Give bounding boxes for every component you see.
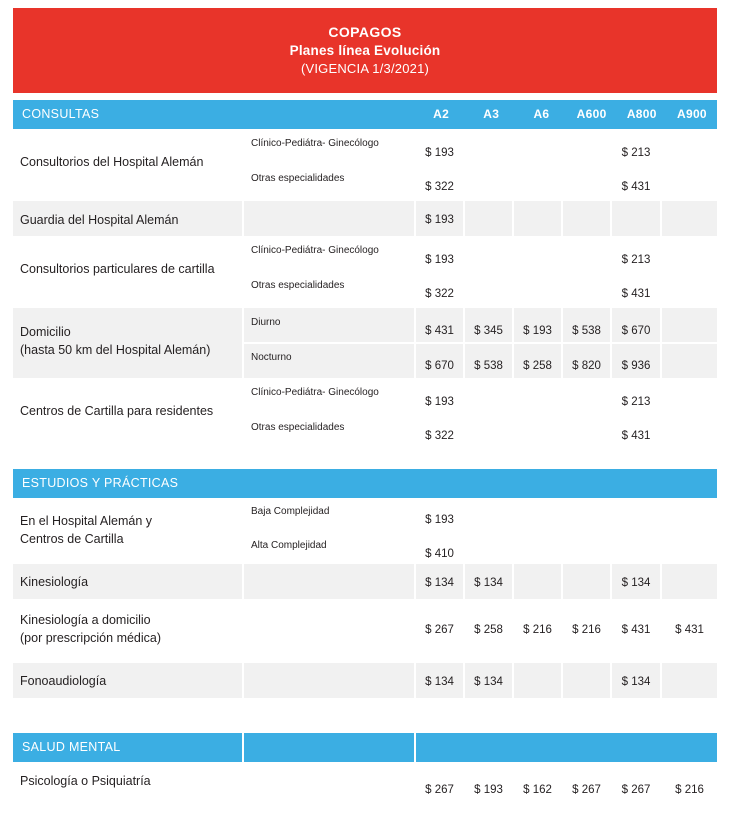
price-a2: $ 193 bbox=[425, 147, 454, 159]
price-cell-bg bbox=[514, 663, 561, 698]
row-label-line: (hasta 50 km del Hospital Alemán) bbox=[20, 343, 211, 358]
row-subcell-bg bbox=[244, 564, 414, 599]
row-label bbox=[20, 153, 242, 171]
row-label bbox=[20, 211, 242, 229]
row-label-line: Kinesiología a domicilio bbox=[20, 613, 151, 627]
price-cell-bg bbox=[662, 564, 717, 599]
price-cell-bg bbox=[514, 201, 561, 236]
header-band-segment bbox=[416, 733, 717, 762]
price-cell-bg bbox=[662, 344, 717, 378]
price-cell-bg bbox=[563, 201, 610, 236]
plan-column-header-a800: A800 bbox=[626, 107, 657, 121]
row-label-line: Psicología o Psiquiatría bbox=[20, 774, 151, 788]
price-a6: $ 162 bbox=[523, 784, 552, 796]
price-a800: $ 431 bbox=[621, 181, 651, 193]
plan-column-headers bbox=[416, 100, 717, 129]
price-a2: $ 322 bbox=[425, 430, 454, 442]
price-a2: $ 193 bbox=[425, 514, 454, 526]
row-sublabel: Clínico-Pediátra- Ginecólogo bbox=[251, 245, 379, 256]
title-banner bbox=[13, 8, 717, 93]
row-sublabel: Clínico-Pediátra- Ginecólogo bbox=[251, 387, 379, 398]
price-cell-bg bbox=[465, 201, 512, 236]
row-label bbox=[20, 260, 242, 278]
row-label-line: Domicilio bbox=[20, 325, 71, 339]
row-subcell-bg bbox=[244, 201, 414, 236]
table-row bbox=[13, 236, 717, 308]
price-a800: $ 213 bbox=[621, 147, 651, 159]
table-row bbox=[13, 564, 717, 599]
banner-subtitle: Planes línea Evolución bbox=[289, 43, 441, 59]
banner-title: COPAGOS bbox=[328, 24, 402, 41]
price-a3: $ 345 bbox=[474, 325, 503, 337]
price-a2: $ 267 bbox=[425, 784, 454, 796]
row-label-line: Consultorios del Hospital Alemán bbox=[20, 155, 204, 169]
section-header bbox=[13, 733, 717, 762]
price-a2: $ 193 bbox=[425, 396, 454, 408]
banner-validity: (VIGENCIA 1/3/2021) bbox=[300, 61, 430, 77]
row-label-line: Consultorios particulares de cartilla bbox=[20, 262, 215, 276]
table-row bbox=[13, 308, 717, 378]
section-header bbox=[13, 100, 717, 129]
section-estudios-y-pr-cticas bbox=[13, 469, 717, 698]
price-a2: $ 322 bbox=[425, 181, 454, 193]
price-a6: $ 193 bbox=[523, 325, 552, 337]
price-a600: $ 267 bbox=[572, 784, 601, 796]
header-band-segment bbox=[244, 733, 414, 762]
row-label bbox=[20, 402, 242, 420]
price-a3: $ 134 bbox=[474, 577, 503, 589]
price-a900: $ 216 bbox=[675, 784, 704, 796]
row-label-line: Centros de Cartilla bbox=[20, 532, 124, 547]
table-row bbox=[13, 378, 717, 450]
price-a800: $ 267 bbox=[621, 784, 651, 796]
price-a2: $ 431 bbox=[425, 325, 454, 337]
plan-column-header-a900: A900 bbox=[677, 107, 707, 121]
row-label bbox=[20, 323, 242, 359]
price-a2: $ 134 bbox=[425, 577, 454, 589]
price-a3: $ 134 bbox=[474, 676, 503, 688]
price-a2: $ 193 bbox=[425, 214, 454, 226]
section-header bbox=[13, 469, 717, 498]
price-cell-bg bbox=[662, 308, 717, 342]
row-label-line: Guardia del Hospital Alemán bbox=[20, 213, 179, 227]
row-label-line: Fonoaudiología bbox=[20, 674, 107, 688]
row-sublabel: Diurno bbox=[251, 317, 281, 328]
table-row bbox=[13, 663, 717, 698]
price-a3: $ 538 bbox=[474, 360, 503, 372]
price-a600: $ 216 bbox=[572, 624, 601, 636]
price-cell-bg bbox=[514, 564, 561, 599]
section-title: CONSULTAS bbox=[22, 107, 100, 121]
table-row bbox=[13, 498, 717, 564]
price-a800: $ 936 bbox=[621, 360, 651, 372]
row-label bbox=[20, 611, 242, 647]
price-a600: $ 538 bbox=[572, 325, 601, 337]
price-cell-bg bbox=[612, 201, 660, 236]
price-a800: $ 670 bbox=[621, 325, 651, 337]
plan-column-header-a600: A600 bbox=[576, 107, 607, 121]
price-cell-bg bbox=[563, 564, 610, 599]
row-sublabel: Baja Complejidad bbox=[251, 506, 330, 517]
row-label-line: (por prescripción médica) bbox=[20, 631, 162, 646]
price-a2: $ 410 bbox=[425, 548, 454, 560]
row-sublabel: Alta Complejidad bbox=[251, 540, 327, 551]
table-row bbox=[13, 129, 717, 201]
plan-column-header-a2: A2 bbox=[433, 107, 450, 121]
row-label bbox=[20, 512, 242, 548]
row-sublabel: Otras especialidades bbox=[251, 173, 345, 184]
table-row bbox=[13, 201, 717, 236]
price-a2: $ 322 bbox=[425, 288, 454, 300]
price-a800: $ 431 bbox=[621, 430, 651, 442]
row-label bbox=[20, 573, 242, 591]
price-a2: $ 267 bbox=[425, 624, 454, 636]
price-a2: $ 670 bbox=[425, 360, 454, 372]
price-cell-bg bbox=[563, 663, 610, 698]
price-cell-bg bbox=[662, 201, 717, 236]
price-a600: $ 820 bbox=[572, 360, 601, 372]
table-row bbox=[13, 762, 717, 814]
price-a3: $ 258 bbox=[474, 624, 503, 636]
plan-column-header-a3: A3 bbox=[483, 107, 500, 121]
plan-column-header-a6: A6 bbox=[533, 107, 550, 121]
section-title: ESTUDIOS Y PRÁCTICAS bbox=[22, 476, 179, 490]
price-a800: $ 431 bbox=[621, 624, 651, 636]
price-a800: $ 213 bbox=[621, 254, 651, 266]
row-label-line: Kinesiología bbox=[20, 575, 89, 589]
row-sublabel: Otras especialidades bbox=[251, 422, 345, 433]
price-a2: $ 134 bbox=[425, 676, 454, 688]
price-a900: $ 431 bbox=[675, 624, 704, 636]
price-a800: $ 134 bbox=[621, 676, 651, 688]
row-sublabel: Clínico-Pediátra- Ginecólogo bbox=[251, 138, 379, 149]
price-a2: $ 193 bbox=[425, 254, 454, 266]
row-sublabel: Otras especialidades bbox=[251, 280, 345, 291]
section-title: SALUD MENTAL bbox=[22, 740, 121, 754]
price-a800: $ 134 bbox=[621, 577, 651, 589]
table-row bbox=[13, 599, 717, 663]
row-sublabel: Nocturno bbox=[251, 352, 292, 363]
row-label-line: Centros de Cartilla para residentes bbox=[20, 404, 214, 418]
section-consultas bbox=[13, 100, 717, 450]
price-a6: $ 216 bbox=[523, 624, 552, 636]
price-a6: $ 258 bbox=[523, 360, 552, 372]
section-salud-mental bbox=[13, 733, 717, 814]
row-label bbox=[20, 672, 242, 690]
price-a800: $ 213 bbox=[621, 396, 651, 408]
row-label bbox=[20, 772, 242, 790]
row-subcell-bg bbox=[244, 663, 414, 698]
price-a3: $ 193 bbox=[474, 784, 503, 796]
row-label-line: En el Hospital Alemán y bbox=[20, 514, 153, 528]
price-a800: $ 431 bbox=[621, 288, 651, 300]
price-cell-bg bbox=[662, 663, 717, 698]
